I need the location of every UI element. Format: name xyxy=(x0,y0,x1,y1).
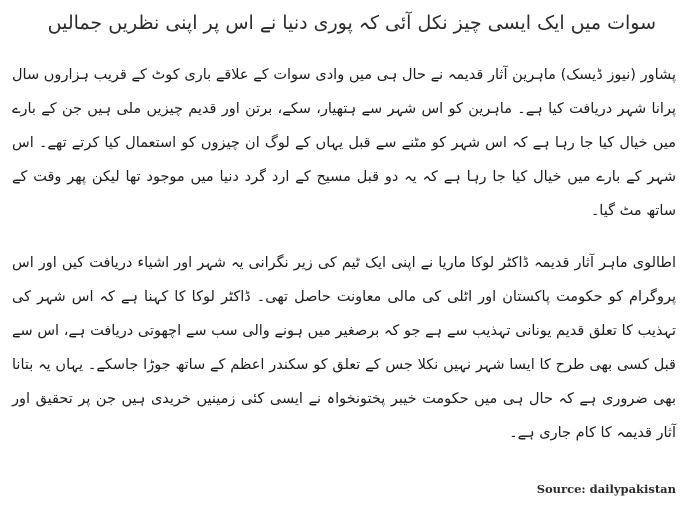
article-headline: سوات میں ایک ایسی چیز نکل آئی کہ پوری دنیا نے اس پر اپنی نظریں جمالیں xyxy=(47,12,656,34)
source-credit: Source: dailypakistan xyxy=(536,482,676,496)
article-paragraph-1: پشاور (نیوز ڈیسک) ماہرین آثار قدیمہ نے حال ہی میں وادی سوات کے علاقے باری کوٹ کے قریب ہزاروں سال پرانا شہر دریافت کیا ہے۔ ماہرین کو اس شہر سے ہتھیار، سکے، برتن اور قدیم چیزیں ملی ہیں جن کے بارے میں خیال کیا جا رہا ہے کہ اس شہر کو مٹنے سے قبل یہاں کے لوگ ان چیزوں کو استعمال کیا کرتے تھے۔ اس شہر کے بارے میں خیال کیا جا رہا ہے کہ یہ دو قبل مسیح کے ارد گرد دنیا میں موجود تھا لیکن پھر وقت کے ساتھ مٹ گیا۔ xyxy=(12,67,676,219)
article-body xyxy=(12,58,676,450)
article-paragraph-2: اطالوی ماہر آثار قدیمہ ڈاکٹر لوکا ماریا نے اپنی ایک ٹیم کی زیر نگرانی یہ شہر اور اشیاء دریافت کیں اور اس پروگرام کو حکومت پاکستان اور اٹلی کی مالی معاونت حاصل تھی۔ ڈاکٹر لوکا کا کہنا ہے کہ اس شہر کی تہذیب کا تعلق قدیم یونانی تہذیب سے ہے جو کہ برصغیر میں ہونے والی سب سے اچھوتی دریافت ہے، اس سے قبل کسی بھی طرح کا ایسا شہر نہیں نکلا جس کے تعلق کو سکندر اعظم کے ساتھ جوڑا جاسکے۔ یہاں یہ بتانا بھی ضروری ہے کہ حال ہی میں حکومت خیبر پختونخواہ نے ایسی کئی زمینیں خریدی ہیں جن پر تحقیق اور آثار قدیمہ کا کام جاری ہے۔ xyxy=(12,255,676,441)
